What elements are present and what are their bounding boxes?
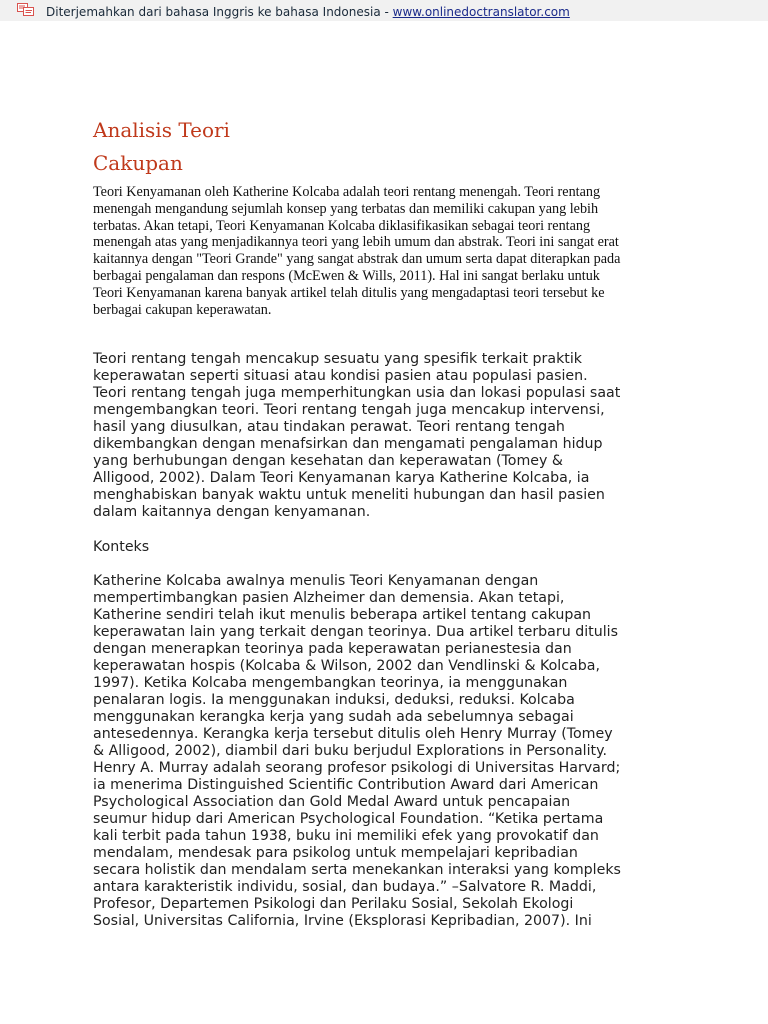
text-line: yang berhubungan dengan kesehatan dan keperawatan (Tomey &: [93, 453, 563, 469]
text-line: Teori Kenyamanan karena banyak artikel telah ditulis yang mengadaptasi teori tersebut ke: [93, 284, 605, 301]
paragraph-context: [93, 573, 683, 930]
paragraph-middle-range: [93, 351, 683, 521]
text-line: antesedennya. Kerangka kerja tersebut ditulis oleh Henry Murray (Tomey: [93, 726, 613, 742]
section-heading-cakupan: Cakupan: [93, 151, 183, 175]
text-line: kali terbit pada tahun 1938, buku ini memiliki efek yang provokatif dan: [93, 828, 599, 844]
text-line: menengah mengandung sejumlah konsep yang terbatas dan memiliki cakupan yang lebih: [93, 200, 599, 217]
text-line: berbagai pengalaman dan respons (McEwen & Wills, 2011). Hal ini sangat berlaku untuk: [93, 267, 600, 284]
translator-link[interactable]: www.onlinedoctranslator.com: [392, 5, 570, 19]
text-line: & Alligood, 2002), diambil dari buku berjudul Explorations in Personality.: [93, 743, 607, 759]
text-line: antara karakteristik individu, sosial, dan budaya.” –Salvatore R. Maddi,: [93, 879, 597, 895]
text-line: mendalam, mendesak para psikolog untuk mempelajari kepribadian: [93, 845, 578, 861]
text-line: Teori Kenyamanan oleh Katherine Kolcaba adalah teori rentang menengah. Teori rentang: [93, 184, 601, 200]
text-line: Teori rentang tengah juga memperhitungkan usia dan lokasi populasi saat: [93, 385, 621, 401]
text-line: terbatas. Akan tetapi, Teori Kenyamanan Kolcaba diklasifikasikan sebagai teori rentang: [93, 217, 591, 234]
text-line: dalam kaitannya dengan kenyamanan.: [93, 504, 371, 520]
text-line: Katherine Kolcaba awalnya menulis Teori Kenyamanan dengan: [93, 573, 539, 589]
banner-text-wrap: [46, 2, 570, 22]
text-line: Teori rentang tengah mencakup sesuatu yang spesifik terkait praktik: [93, 351, 583, 367]
text-line: Alligood, 2002). Dalam Teori Kenyamanan karya Katherine Kolcaba, ia: [93, 470, 590, 486]
text-line: dengan menerapkan teorinya pada keperawatan perianestesia dan: [93, 641, 572, 657]
translator-banner: [0, 0, 768, 21]
text-line: 1997). Ketika Kolcaba mengembangkan teorinya, ia menggunakan: [93, 675, 568, 691]
text-line: penalaran logis. Ia menggunakan induksi, deduksi, reduksi. Kolcaba: [93, 692, 575, 708]
text-line: berbagai cakupan keperawatan.: [93, 301, 272, 318]
text-line: hasil yang diusulkan, atau tindakan perawat. Teori rentang tengah: [93, 419, 565, 435]
text-line: ia menerima Distinguished Scientific Contribution Award dari American: [93, 777, 599, 793]
konteks-label: Konteks: [93, 539, 150, 555]
text-line: menghabiskan banyak waktu untuk meneliti hubungan dan hasil pasien: [93, 487, 605, 503]
text-line: seumur hidup dari American Psychological Foundation. “Ketika pertama: [93, 811, 604, 827]
text-line: dikembangkan dengan menafsirkan dan mengamati pengalaman hidup: [93, 436, 603, 452]
banner-text: Diterjemahkan dari bahasa Inggris ke bahasa Indonesia -: [46, 5, 393, 19]
translator-logo-icon: [17, 3, 35, 16]
text-line: mengembangkan teori. Teori rentang tengah juga mencakup intervensi,: [93, 402, 605, 418]
document-title: Analisis Teori: [93, 118, 230, 142]
text-line: keperawatan hospis (Kolcaba & Wilson, 2002 dan Vendlinski & Kolcaba,: [93, 658, 600, 674]
text-line: menggunakan kerangka kerja yang sudah ada sebelumnya sebagai: [93, 709, 574, 725]
text-line: keperawatan seperti situasi atau kondisi pasien atau populasi pasien.: [93, 368, 588, 384]
text-line: Sosial, Universitas California, Irvine (Eksplorasi Kepribadian, 2007). Ini: [93, 913, 592, 929]
text-line: Profesor, Departemen Psikologi dan Perilaku Sosial, Sekolah Ekologi: [93, 896, 574, 912]
text-line: mempertimbangkan pasien Alzheimer dan demensia. Akan tetapi,: [93, 590, 565, 606]
text-line: menengah atas yang menjadikannya teori yang lebih umum dan abstrak. Teori ini sangat erat: [93, 234, 619, 251]
text-line: secara holistik dan mendalam serta menekankan interaksi yang kompleks: [93, 862, 621, 878]
text-line: Henry A. Murray adalah seorang profesor psikologi di Universitas Harvard;: [93, 760, 621, 776]
text-line: kaitannya dengan "Teori Grande" yang sangat abstrak dan umum serta dapat diterapkan pada: [93, 251, 621, 268]
text-line: keperawatan lain yang terkait dengan teorinya. Dua artikel terbaru ditulis: [93, 624, 618, 640]
text-line: Psychological Association dan Gold Medal Award untuk pencapaian: [93, 794, 571, 810]
text-line: Katherine sendiri telah ikut menulis beberapa artikel tentang cakupan: [93, 607, 592, 623]
section-label-konteks: [93, 539, 683, 556]
paragraph-scope-intro: [93, 184, 683, 318]
